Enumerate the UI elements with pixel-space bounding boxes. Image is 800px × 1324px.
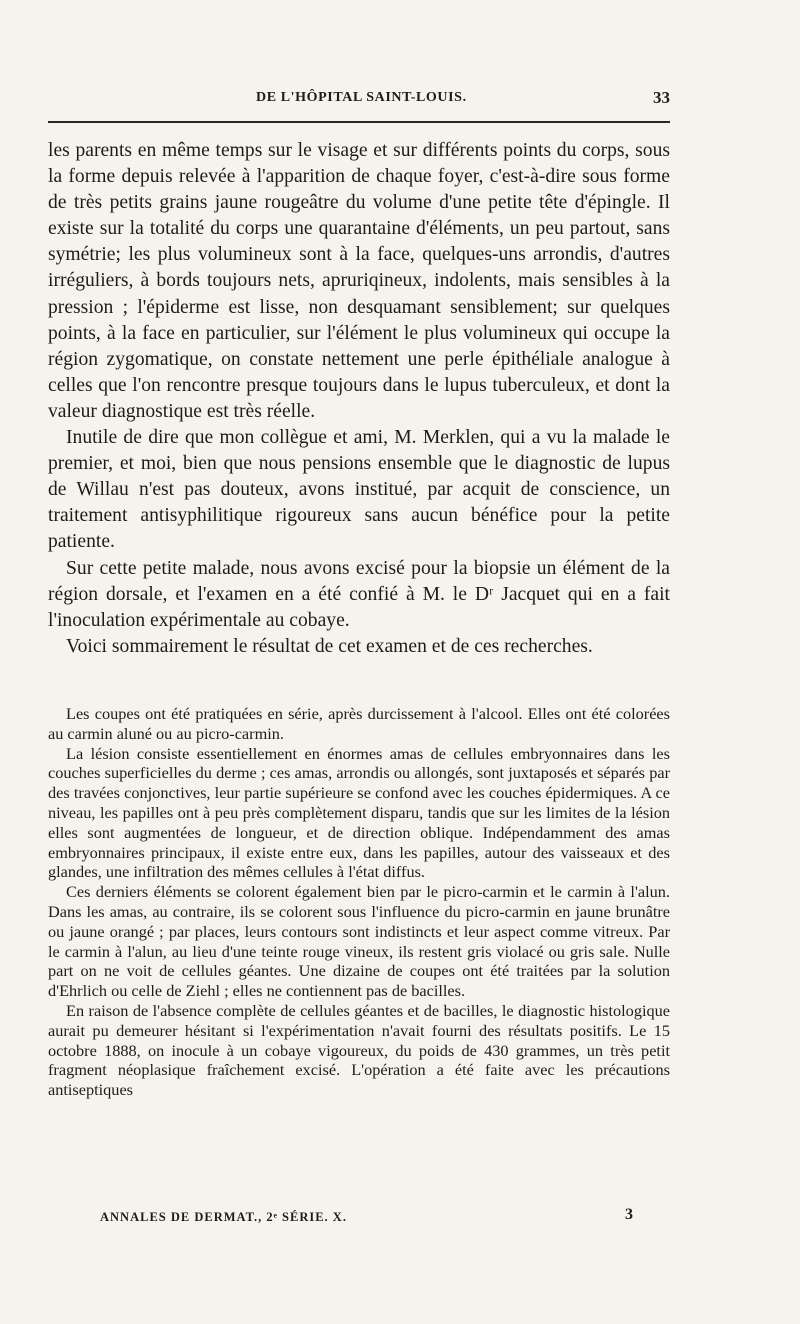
header-rule [48,121,670,123]
journal-signature: ANNALES DE DERMAT., 2ᵉ SÉRIE. X. [100,1210,347,1224]
signature-mark: 3 [625,1206,634,1223]
paragraph: les parents en même temps sur le visage et sur différents points du corps, sous la forme depuis relevée à l'apparition de chaque foyer, c'est-à-dire sous forme de très petits grains jaune rougeâtre du volume d'une petite tête d'épingle. Il existe sur la totalité du corps une quarantaine d'éléments, un peu partout, sans symétrie; les plus volumineux sont à la face, quelques-uns arrondis, d'autres irréguliers, à bords toujours nets, apruriqineux, indolents, mais sensibles à la pression ; l'épiderme est lisse, non desquamant sensiblement; sur quelques points, à la face en particulier, sur l'élément le plus volumineux qui occupe la région zygomatique, on constate nettement une perle épithéliale analogue à celles que l'on rencontre presque toujours dans le lupus tuberculeux, et dont la valeur diagnostique est très réelle. [48,140,670,422]
page-number: 33 [653,88,670,107]
running-head [48,88,670,112]
paragraph: La lésion consiste essentiellement en énormes amas de cellules embryonnaires dans les couches superficielles du derme ; ces amas, arrondis ou allongés, sont juxtaposés et séparés par des travées conjonctives, leur partie supérieure se confond avec les couches épidermiques. A ce niveau, les papilles ont à peu près complètement disparu, tandis que sur les limites de la lésion elles sont augmentées de longueur, et de direction oblique. Indépendamment des amas embryonnaires principaux, il existe entre eux, dans les papilles, autour des vaisseaux et des glandes, une infiltration des mêmes cellules à l'état diffus. [48,743,670,882]
paragraph: Inutile de dire que mon collègue et ami, M. Merklen, qui a vu la malade le premier, et moi, bien que nous pensions ensemble que le diagnostic de lupus de Willau n'est pas douteux, avons institué, par acquit de conscience, un traitement antisyphilitique rigoureux sans aucun bénéfice pour la petite patiente. [48,427,670,553]
main-text-block [48,138,670,660]
paragraph: Les coupes ont été pratiquées en série, après durcissement à l'alcool. Elles ont été colorées au carmin aluné ou au picro-carmin. [48,704,670,743]
paragraph: Ces derniers éléments se colorent également bien par le picro-carmin et le carmin à l'alun. Dans les amas, au contraire, ils se colorent sous l'influence du picro-carmin en jaune brunâtre ou jaune orangé ; par places, leurs contours sont indistincts et leur aspect comme vitreux. Par le carmin à l'alun, au lieu d'une teinte rouge vineux, ils restent gris violacé ou gris sale. Nulle part on ne voit de cellules géantes. Une dizaine de coupes ont été traitées par la solution d'Ehrlich ou celle de Ziehl ; elles ne contiennent pas de bacilles. [48,882,670,1001]
histology-report-block [48,704,670,1100]
running-title: DE L'HÔPITAL SAINT-LOUIS. [256,90,467,105]
paragraph: Sur cette petite malade, nous avons excisé pour la biopsie un élément de la région dorsale, et l'examen en a été confié à M. le Dʳ Jacquet qui en a fait l'inoculation expérimentale au cobaye. [48,557,670,631]
page-footer [48,1206,670,1230]
paragraph: En raison de l'absence complète de cellules géantes et de bacilles, le diagnostic histologique aurait pu demeurer hésitant si l'expérimentation n'avait fourni des résultats positifs. Le 15 octobre 1888, on inocule à un cobaye vigoureux, du poids de 430 grammes, un très petit fragment néoplasique fraîchement excisé. L'opération a été faite avec les précautions antiseptiques [48,1000,670,1100]
paragraph: Voici sommairement le résultat de cet examen et de ces recherches. [66,635,593,657]
